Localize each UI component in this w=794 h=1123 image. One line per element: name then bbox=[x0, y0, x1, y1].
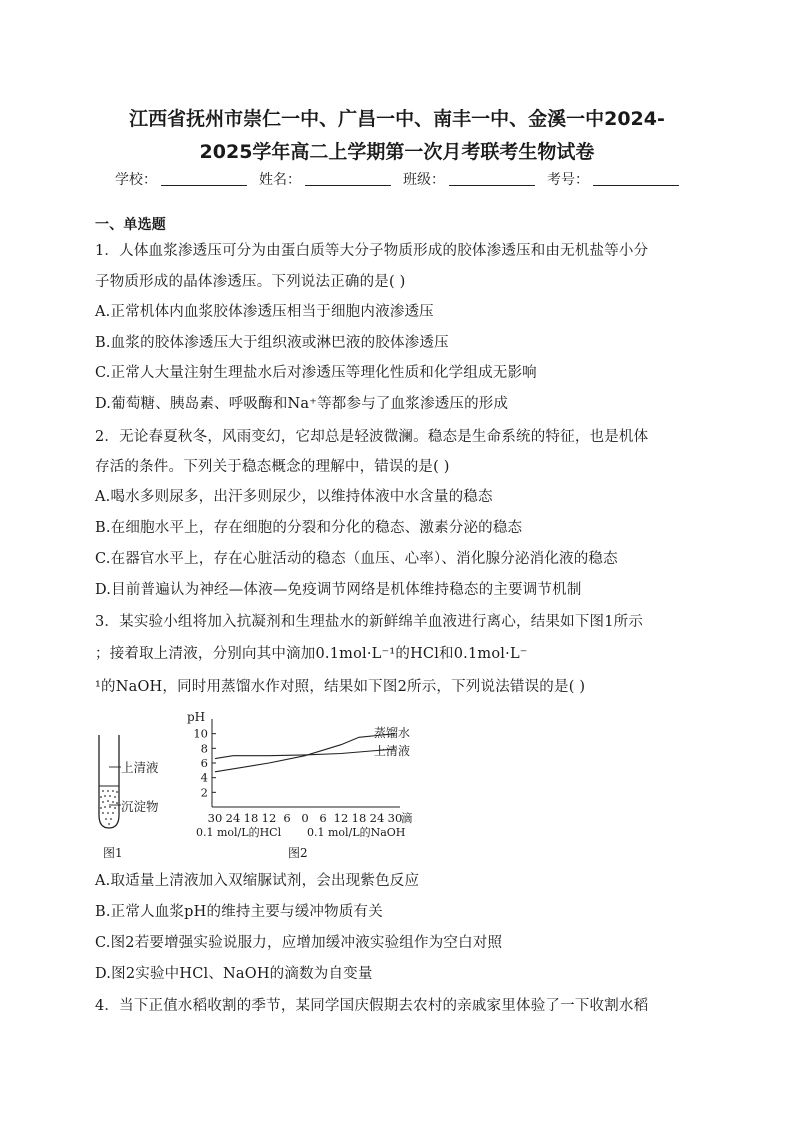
test-tube-outline bbox=[99, 735, 119, 828]
y-ticks bbox=[193, 727, 216, 800]
class-field[interactable] bbox=[403, 170, 535, 190]
x-tick-label: 18 bbox=[351, 811, 367, 825]
x-axis-unit: 滴 bbox=[401, 811, 413, 825]
y-tick-label: 6 bbox=[200, 756, 208, 770]
x-right-label: 0.1 mol/L的NaOH bbox=[307, 826, 406, 839]
figure-2-caption: 图2 bbox=[288, 846, 308, 860]
y-tick-label: 10 bbox=[193, 726, 208, 741]
figure-1-caption: 图1 bbox=[103, 846, 123, 860]
exam-number-blank[interactable] bbox=[593, 171, 679, 186]
series-line-1 bbox=[215, 734, 395, 772]
x-tick-label: 6 bbox=[319, 811, 327, 825]
ph-chart bbox=[187, 710, 413, 860]
q3-option-c: C.图2若要增强实验说服力，应增加缓冲液实验组作为空白对照 bbox=[95, 935, 503, 951]
q2-option-c: C.在器官水平上，存在心脏活动的稳态（血压、心率）、消化腺分泌消化液的稳态 bbox=[95, 551, 618, 567]
q1-option-b: B.血浆的胶体渗透压大于组织液或淋巴液的胶体渗透压 bbox=[95, 335, 449, 351]
name-label: 姓名： bbox=[259, 172, 301, 188]
x-tick-label: 12 bbox=[261, 811, 277, 825]
q3-option-d: D.图2实验中HCl、NaOH的滴数为自变量 bbox=[95, 966, 373, 982]
q2-option-d: D.目前普遍认为神经—体液—免疫调节网络是机体维持稳态的主要调节机制 bbox=[95, 582, 582, 598]
q1-option-a: A.正常机体内血浆胶体渗透压相当于细胞内液渗透压 bbox=[95, 304, 434, 320]
q1-stem-line-1: 1．人体血浆渗透压可分为由蛋白质等大分子物质形成的胶体渗透压和由无机盐等小分 bbox=[95, 243, 649, 259]
y-axis-label: pH bbox=[187, 710, 206, 724]
q2-stem-line-2: 存活的条件。下列关于稳态概念的理解中，错误的是( ) bbox=[95, 459, 450, 475]
q3-stem-line-1: 3．某实验小组将加入抗凝剂和生理盐水的新鲜绵羊血液进行离心，结果如下图1所示 bbox=[95, 614, 644, 630]
q3-stem-line-2: ；接着取上清液，分别向其中滴加0.1mol·L⁻¹的HCl和0.1mol·L⁻ bbox=[95, 646, 528, 662]
series-line-2 bbox=[215, 749, 395, 759]
q3-stem-line-3: ¹的NaOH，同时用蒸馏水作对照，结果如下图2所示，下列说法错误的是( ) bbox=[95, 679, 586, 695]
exam-number-field[interactable] bbox=[547, 170, 679, 190]
test-tube-diagram bbox=[99, 735, 159, 860]
y-tick-label: 4 bbox=[200, 770, 208, 785]
q1-option-d: D.葡萄糖、胰岛素、呼吸酶和Na⁺等都参与了血浆渗透压的形成 bbox=[95, 396, 509, 412]
exam-number-label: 考号： bbox=[547, 172, 589, 188]
q3-option-a: A.取适量上清液加入双缩脲试剂，会出现紫色反应 bbox=[95, 873, 420, 889]
x-tick-label: 6 bbox=[283, 811, 291, 825]
q1-option-c: C.正常人大量注射生理盐水后对渗透压等理化性质和化学组成无影响 bbox=[95, 365, 537, 381]
name-blank[interactable] bbox=[305, 171, 391, 186]
q2-option-b: B.在细胞水平上，存在细胞的分裂和分化的稳态、激素分泌的稳态 bbox=[95, 520, 523, 536]
chart-series bbox=[215, 725, 410, 772]
section-heading: 一、单选题 bbox=[95, 217, 166, 233]
x-tick-label: 24 bbox=[225, 811, 241, 825]
x-tick-label: 0 bbox=[301, 811, 309, 825]
sediment-label: 沉淀物 bbox=[121, 799, 159, 814]
exam-title-line-2: 2025学年高二上学期第一次月考联考生物试卷 bbox=[199, 141, 595, 163]
x-tick-label: 12 bbox=[333, 811, 349, 825]
q1-stem-line-2: 子物质形成的晶体渗透压。下列说法正确的是( ) bbox=[95, 274, 406, 290]
x-tick-label: 30 bbox=[207, 811, 223, 825]
series-label-1: 蒸馏水 bbox=[374, 726, 411, 740]
q2-stem-line-1: 2．无论春夏秋冬，风雨变幻，它却总是轻波微澜。稳态是生命系统的特征，也是机体 bbox=[95, 429, 649, 445]
school-field[interactable] bbox=[115, 170, 247, 190]
school-blank[interactable] bbox=[161, 171, 247, 186]
y-tick-label: 8 bbox=[200, 741, 208, 756]
sediment-dots bbox=[100, 790, 118, 825]
class-label: 班级： bbox=[403, 172, 445, 188]
q3-figure-svg bbox=[95, 707, 425, 867]
class-blank[interactable] bbox=[449, 171, 535, 186]
exam-title-line-1: 江西省抚州市崇仁一中、广昌一中、南丰一中、金溪一中2024- bbox=[129, 108, 665, 130]
student-info-row bbox=[0, 170, 794, 190]
y-tick-label: 2 bbox=[200, 785, 208, 800]
x-tick-label: 30 bbox=[387, 811, 403, 825]
series-label-2: 上清液 bbox=[374, 744, 411, 758]
x-ticks bbox=[208, 811, 403, 825]
name-field[interactable] bbox=[259, 170, 391, 190]
q4-stem-line-1: 4．当下正值水稻收割的季节，某同学国庆假期去农村的亲戚家里体验了一下收割水稻 bbox=[95, 998, 649, 1014]
x-tick-label: 18 bbox=[243, 811, 259, 825]
q2-option-a: A.喝水多则尿多，出汗多则尿少，以维持体液中水含量的稳态 bbox=[95, 489, 493, 505]
school-label: 学校： bbox=[115, 172, 157, 188]
x-left-label: 0.1 mol/L的HCl bbox=[196, 826, 282, 839]
supernatant-label: 上清液 bbox=[121, 760, 159, 775]
q3-figure bbox=[95, 707, 425, 867]
q3-option-b: B.正常人血浆pH的维持主要与缓冲物质有关 bbox=[95, 904, 383, 920]
x-tick-label: 24 bbox=[369, 811, 385, 825]
